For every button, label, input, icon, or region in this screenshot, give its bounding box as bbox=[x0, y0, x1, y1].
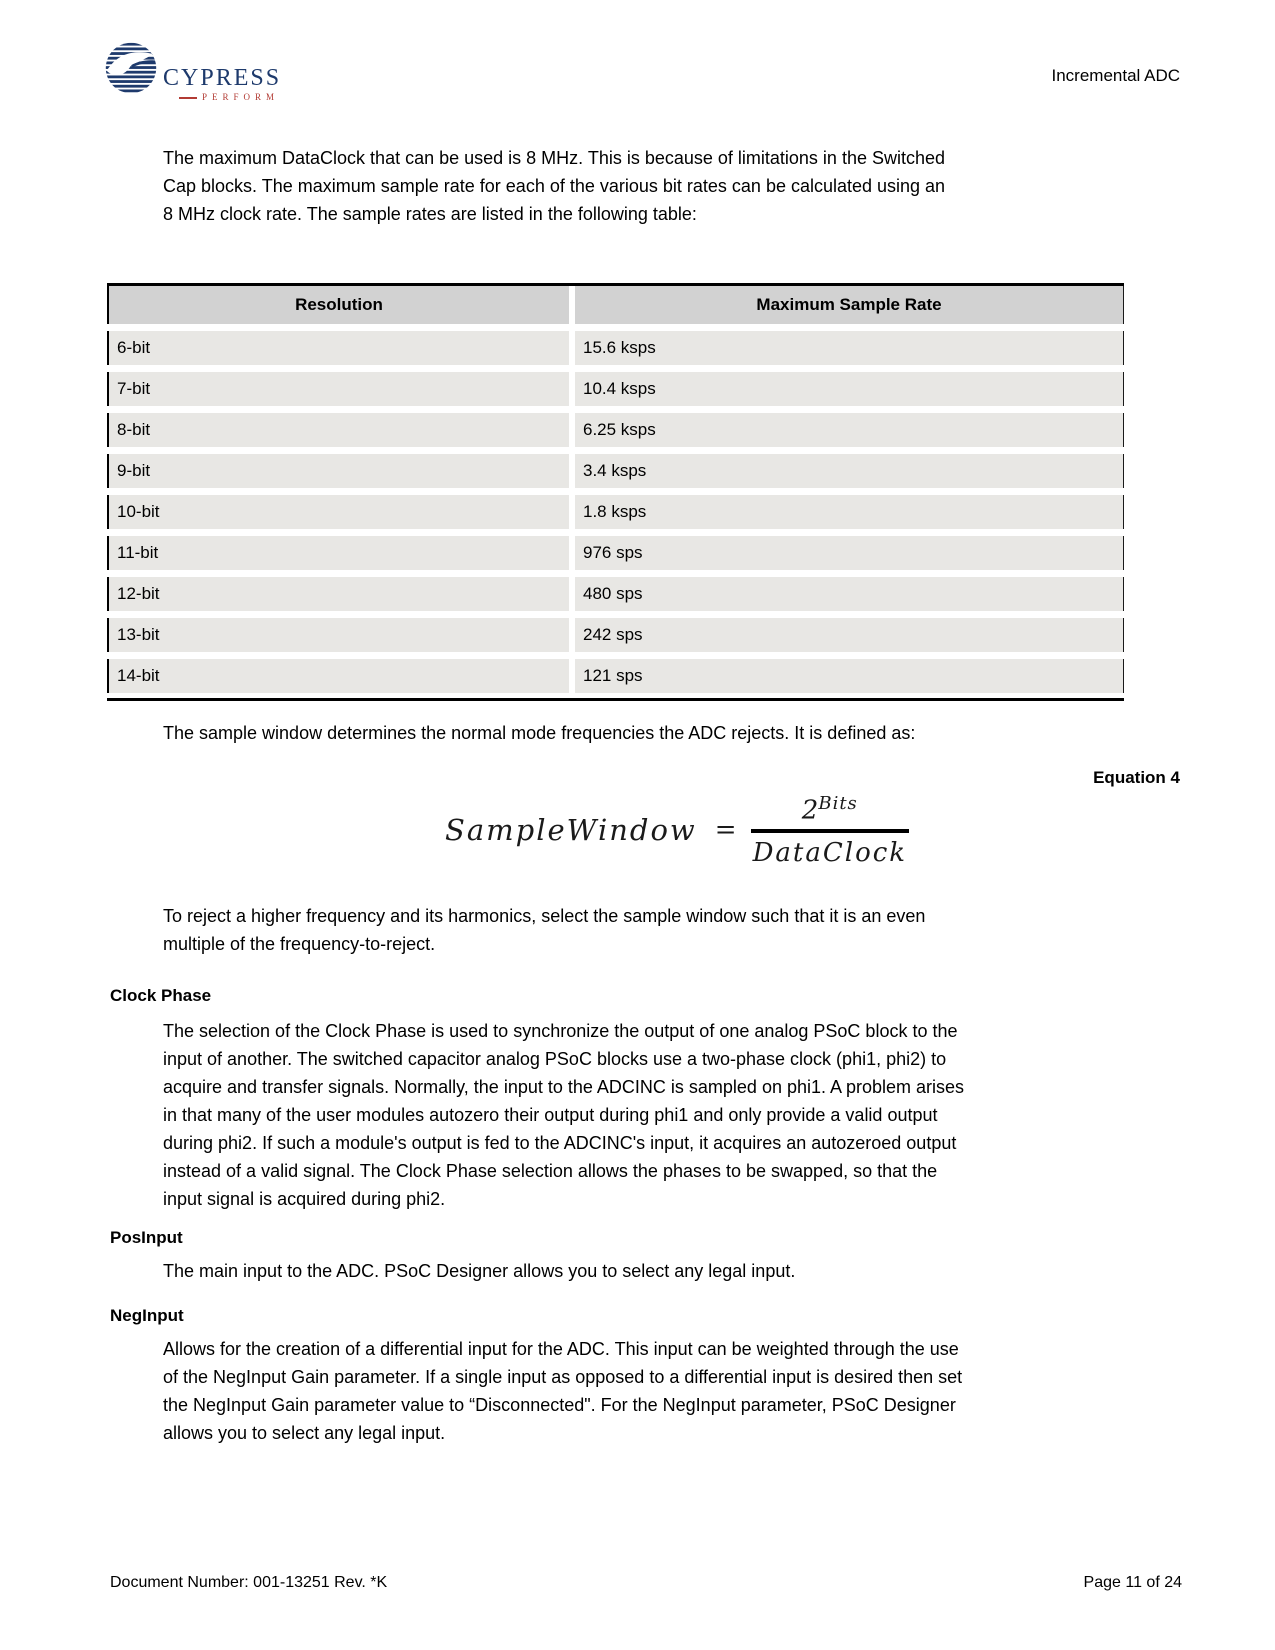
cell-rate: 480 sps bbox=[575, 577, 1123, 611]
table-row bbox=[107, 618, 1124, 652]
equals-sign: = bbox=[714, 815, 737, 846]
cell-resolution: 7-bit bbox=[109, 372, 569, 406]
section-neginput-heading: NegInput bbox=[110, 1305, 184, 1325]
cell-resolution: 12-bit bbox=[109, 577, 569, 611]
page-header bbox=[0, 0, 1275, 110]
cell-rate: 10.4 ksps bbox=[575, 372, 1123, 406]
col-header-resolution: Resolution bbox=[109, 286, 569, 324]
footer bbox=[110, 1574, 1182, 1592]
brand-text: CYPRESS bbox=[163, 65, 282, 91]
equation-lhs: SampleWindow bbox=[445, 813, 697, 848]
doc-title: Incremental ADC bbox=[1051, 66, 1180, 85]
cell-rate: 15.6 ksps bbox=[575, 331, 1123, 365]
numerator-base: 2 bbox=[801, 795, 819, 826]
table-row bbox=[107, 413, 1124, 447]
section-neginput-body: Allows for the creation of a differential input for the ADC. This input can be weighted through the use of the NegInput Gain parameter. If a single input as opposed to a differential input is desired then set the NegInput Gain parameter value to “Disconnected". For the NegInput parameter, PSoC Designer allows you to select any legal input. bbox=[163, 1338, 963, 1443]
cell-rate: 1.8 ksps bbox=[575, 495, 1123, 529]
table-row bbox=[107, 495, 1124, 529]
footer-document-number: Document Number: 001-13251 Rev. *K bbox=[110, 1574, 388, 1591]
perform-tagline-row bbox=[163, 93, 281, 102]
cell-resolution: 8-bit bbox=[109, 413, 569, 447]
numerator bbox=[786, 795, 874, 829]
tagline-rule bbox=[179, 97, 197, 99]
perform-tagline: PERFORM bbox=[202, 92, 280, 102]
section-clock-phase-body: The selection of the Clock Phase is used to synchronize the output of one analog PSoC block to the input of another. The switched capacitor analog PSoC blocks use a two-phase clock (phi1, phi2) to acquire and transfer signals. Normally, the input to the ADCINC is sampled on phi1. A problem arises in that many of the user modules autozero their output during phi1 and only provide a valid output during phi2. If such a module's output is fed to the ADCINC's input, it acquires an autozeroed output instead of a valid signal. The Clock Phase selection allows the phases to be swapped, so that the input signal is acquired during phi2. bbox=[163, 1020, 965, 1209]
equation-label: Equation 4 bbox=[1093, 768, 1180, 787]
table-row bbox=[107, 659, 1124, 693]
col-header-rate: Maximum Sample Rate bbox=[575, 286, 1123, 324]
intro-paragraph: The maximum DataClock that can be used is 8 MHz. This is because of limitations in the Switched Cap blocks. The maximum sample rate for each of the various bit rates can be calculated using an 8 MHz clock rate. The sample rates are listed in the following table: bbox=[163, 148, 946, 224]
cell-resolution: 11-bit bbox=[109, 536, 569, 570]
denominator: DataClock bbox=[752, 837, 908, 868]
cell-rate: 3.4 ksps bbox=[575, 454, 1123, 488]
reject-paragraph: To reject a higher frequency and its harmonics, select the sample window such that it is an even multiple of the frequency-to-reject. bbox=[163, 905, 926, 954]
table-row bbox=[107, 331, 1124, 365]
table-header-row bbox=[107, 286, 1124, 324]
cell-rate: 976 sps bbox=[575, 536, 1123, 570]
footer-page-number: Page 11 of 24 bbox=[1083, 1574, 1182, 1591]
cell-resolution: 9-bit bbox=[109, 454, 569, 488]
globe-icon bbox=[103, 40, 159, 101]
cell-resolution: 6-bit bbox=[109, 331, 569, 365]
sample-window-paragraph: The sample window determines the normal mode frequencies the ADC rejects. It is defined as: bbox=[163, 723, 916, 743]
table-row bbox=[107, 372, 1124, 406]
cell-rate: 121 sps bbox=[575, 659, 1123, 693]
fraction bbox=[751, 795, 909, 866]
section-clock-phase-heading: Clock Phase bbox=[110, 985, 212, 1005]
cypress-logo bbox=[103, 40, 281, 102]
table-row bbox=[107, 577, 1124, 611]
logo-text bbox=[163, 66, 281, 102]
cell-rate: 242 sps bbox=[575, 618, 1123, 652]
table-row bbox=[107, 536, 1124, 570]
numerator-exponent: Bits bbox=[818, 793, 858, 814]
cell-resolution: 13-bit bbox=[109, 618, 569, 652]
cell-resolution: 10-bit bbox=[109, 495, 569, 529]
section-posinput-body: The main input to the ADC. PSoC Designer allows you to select any legal input. bbox=[163, 1260, 796, 1281]
sample-rate-table bbox=[107, 283, 1124, 701]
cell-rate: 6.25 ksps bbox=[575, 413, 1123, 447]
cell-resolution: 14-bit bbox=[109, 659, 569, 693]
table-body bbox=[107, 331, 1124, 693]
table-row bbox=[107, 454, 1124, 488]
section-posinput-heading: PosInput bbox=[110, 1227, 183, 1247]
equation bbox=[445, 795, 909, 866]
